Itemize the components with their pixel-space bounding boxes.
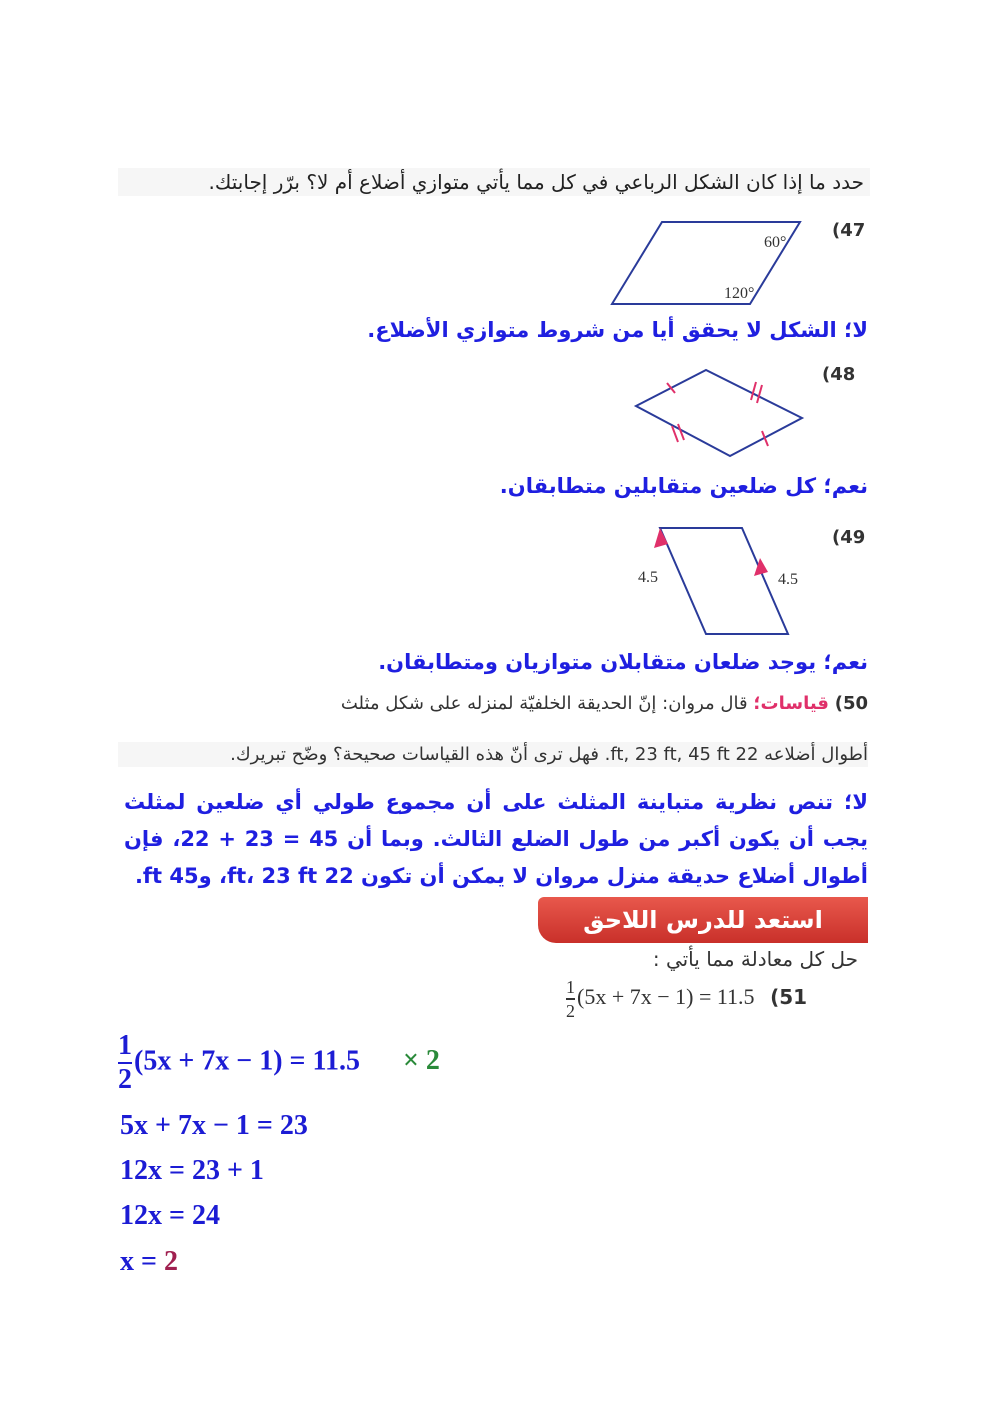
answer-47: لا؛ الشكل لا يحقق أيا من شروط متوازي الأضلاع.	[367, 318, 868, 342]
problem-51-fraction	[566, 978, 575, 1020]
problem-48-number: (48	[822, 364, 856, 385]
problem-50-topic: قياسات؛	[753, 693, 829, 714]
problem-49-number: (49	[832, 527, 866, 548]
section-instruction: حل كل معادلة مما يأتي :	[652, 947, 858, 971]
angle-label-60: 60°	[764, 234, 787, 251]
problem-51-equation	[566, 978, 807, 1020]
solution-step-2: 5x + 7x − 1 = 23	[120, 1110, 308, 1141]
section-banner: استعد للدرس اللاحق	[538, 897, 868, 943]
solution-fraction-denominator: 2	[118, 1064, 132, 1095]
problem-50-text-line1: قال مروان: إنّ الحديقة الخلفيّة لمنزله على شكل مثلث	[340, 693, 748, 714]
solution-final-value: 2	[163, 1246, 178, 1277]
problem-50-line1	[128, 693, 868, 714]
solution-step-1	[118, 1032, 440, 1094]
figure-48-rhombus	[630, 356, 810, 466]
solution-step-5	[120, 1246, 178, 1278]
side-label-right: 4.5	[778, 571, 798, 588]
fraction-bar	[566, 998, 575, 1000]
tick-mark-double-b	[757, 385, 762, 403]
figure-49-parallelogram	[620, 514, 820, 644]
fraction-numerator: 1	[566, 977, 575, 997]
answer-49: نعم؛ يوجد ضلعان متقابلان متوازيان ومتطابقان.	[378, 650, 868, 674]
quadrilateral-48-shape	[636, 370, 802, 456]
solution-step-3: 12x = 23 + 1	[120, 1155, 264, 1186]
side-label-left: 4.5	[638, 569, 658, 586]
solution-final-lhs: x =	[120, 1246, 164, 1277]
solution-step-4: 12x = 24	[120, 1200, 220, 1231]
problem-50-number: 50)	[834, 693, 868, 714]
tick-mark-double-a	[751, 382, 756, 400]
solution-step-1-expression: (5x + 7x − 1) = 11.5	[134, 1045, 360, 1077]
solution-fraction-numerator: 1	[118, 1030, 132, 1061]
solution-multiplier: × 2	[402, 1045, 440, 1077]
problem-50-text-line2: أطوال أضلاعه 22 ft, 23 ft, 45 ft. فهل ترى أنّ هذه القياسات صحيحة؟ وضّح تبريرك.	[118, 742, 868, 767]
problem-51-expression: (5x + 7x − 1) = 11.5	[577, 984, 755, 1010]
answer-50: لا؛ تنص نظرية متباينة المثلث على أن مجموع طولي أي ضلعين لمثلث يجب أن يكون أكبر من طول الضلع الثالث. وبما أن 45 = 23 + 22، فإن أطوال أضلاع حديقة منزل مروان لا يمكن أن تكون 22 ft، 23 ft، و45 ft.	[124, 790, 869, 888]
problem-51-number: (51	[770, 985, 808, 1010]
angle-label-120: 120°	[724, 285, 755, 302]
problem-47-number: (47	[832, 220, 866, 241]
tick-mark-single	[667, 383, 675, 393]
figure-47-parallelogram	[600, 212, 820, 312]
parallelogram-49-shape	[660, 528, 788, 634]
instructions: حدد ما إذا كان الشكل الرباعي في كل مما يأتي متوازي أضلاع أم لا؟ برّر إجابتك.	[118, 168, 870, 196]
answer-48: نعم؛ كل ضلعين متقابلين متطابقان.	[499, 474, 868, 498]
arrow-left-side	[654, 528, 668, 548]
fraction-denominator: 2	[566, 1001, 575, 1021]
solution-fraction	[118, 1032, 132, 1094]
